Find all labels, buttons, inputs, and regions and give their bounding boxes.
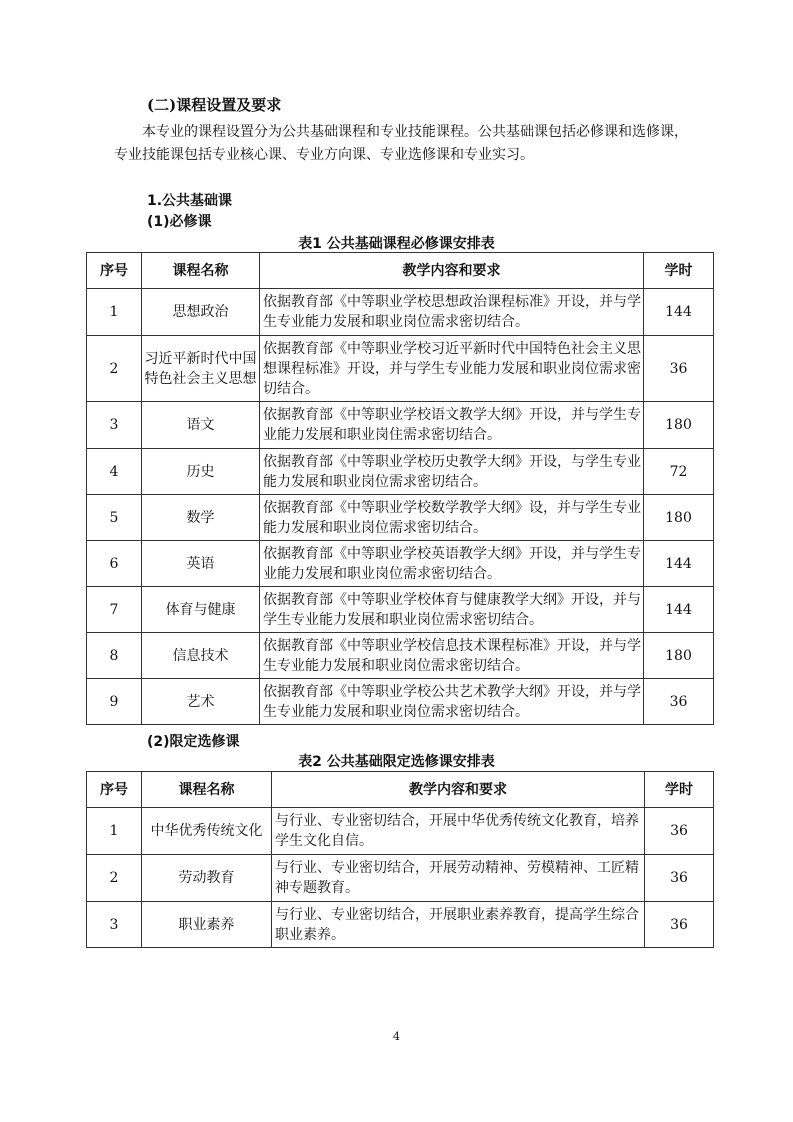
table-row: [87, 402, 714, 449]
row-number: 2: [87, 336, 142, 402]
course-name: 习近平新时代中国特色社会主义思想: [142, 336, 260, 402]
header-name: 课程名称: [142, 772, 272, 808]
intro-paragraph: 本专业的课程设置分为公共基础课程和专业技能课程。公共基础课包括必修课和选修课，专业技能课包括专业核心课、专业方向课、专业选修课和专业实习。: [114, 124, 688, 163]
course-content: 依据教育部《中等职业学校英语教学大纲》开设，并与学生专业能力发展和职业岗位需求密切结合。: [260, 541, 644, 587]
table-row: [87, 902, 714, 948]
course-content: 依据教育部《中等职业学校历史教学大纲》开设，与学生专业能力发展和职业岗位需求密切结合。: [260, 449, 644, 495]
header-content: 教学内容和要求: [260, 253, 644, 289]
table-row: [87, 679, 714, 725]
course-hours: 180: [644, 495, 714, 541]
table-row: [87, 587, 714, 633]
row-number: 1: [87, 808, 142, 855]
course-hours: 72: [644, 449, 714, 495]
header-hours: 学时: [644, 253, 714, 289]
course-hours: 180: [644, 402, 714, 449]
course-name: 思想政治: [142, 289, 260, 336]
table-header-row: [87, 253, 714, 289]
subheading-required: (1)必修课: [147, 214, 212, 230]
course-name: 数学: [142, 495, 260, 541]
table-row: [87, 336, 714, 402]
course-content: 与行业、专业密切结合，开展职业素养教育，提高学生综合职业素养。: [272, 902, 645, 948]
course-hours: 144: [644, 587, 714, 633]
subheading-elective: (2)限定选修课: [147, 734, 240, 750]
course-content: 依据教育部《中等职业学校公共艺术教学大纲》开设，并与学生专业能力发展和职业岗位需求密切结合。: [260, 679, 644, 725]
section-heading: (二)课程设置及要求: [147, 96, 282, 114]
table2-caption: 表2 公共基础限定选修课安排表: [298, 754, 495, 770]
header-no: 序号: [87, 253, 142, 289]
table-row: [87, 808, 714, 855]
course-name: 劳动教育: [142, 855, 272, 902]
header-no: 序号: [87, 772, 142, 808]
table2: [86, 771, 714, 948]
table-row: [87, 633, 714, 679]
row-number: 4: [87, 449, 142, 495]
subheading-public-basic: 1.公共基础课: [147, 193, 233, 209]
course-hours: 144: [644, 541, 714, 587]
row-number: 3: [87, 902, 142, 948]
course-hours: 36: [644, 336, 714, 402]
header-name: 课程名称: [142, 253, 260, 289]
course-hours: 36: [645, 855, 714, 902]
course-name: 职业素养: [142, 902, 272, 948]
header-hours: 学时: [645, 772, 714, 808]
course-hours: 180: [644, 633, 714, 679]
table-row: [87, 541, 714, 587]
table-header-row: [87, 772, 714, 808]
course-name: 英语: [142, 541, 260, 587]
table-row: [87, 449, 714, 495]
course-name: 信息技术: [142, 633, 260, 679]
row-number: 2: [87, 855, 142, 902]
row-number: 6: [87, 541, 142, 587]
table-row: [87, 855, 714, 902]
table1: [86, 252, 714, 725]
row-number: 7: [87, 587, 142, 633]
course-hours: 36: [645, 902, 714, 948]
header-content: 教学内容和要求: [272, 772, 645, 808]
course-name: 艺术: [142, 679, 260, 725]
course-hours: 144: [644, 289, 714, 336]
course-content: 依据教育部《中等职业学校信息技术课程标准》开设，并与学生专业能力发展和职业岗位需求密切结合。: [260, 633, 644, 679]
row-number: 8: [87, 633, 142, 679]
course-content: 依据教育部《中等职业学校体育与健康教学大纲》开设，并与学生专业能力发展和职业岗位需求密切结合。: [260, 587, 644, 633]
course-hours: 36: [645, 808, 714, 855]
course-name: 中华优秀传统文化: [142, 808, 272, 855]
course-name: 体育与健康: [142, 587, 260, 633]
course-content: 依据教育部《中等职业学校数学教学大纲》设，并与学生专业能力发展和职业岗位需求密切结合。: [260, 495, 644, 541]
course-content: 依据教育部《中等职业学校语文教学大纲》开设，并与学生专业能力发展和职业岗住需求密切结合。: [260, 402, 644, 449]
table-row: [87, 495, 714, 541]
page-number: 4: [393, 1030, 400, 1043]
course-hours: 36: [644, 679, 714, 725]
row-number: 3: [87, 402, 142, 449]
table-row: [87, 289, 714, 336]
course-content: 与行业、专业密切结合，开展中华优秀传统文化教育，培养学生文化自信。: [272, 808, 645, 855]
row-number: 5: [87, 495, 142, 541]
course-name: 语文: [142, 402, 260, 449]
table1-caption: 表1 公共基础课程必修课安排表: [298, 236, 495, 252]
row-number: 1: [87, 289, 142, 336]
course-content: 与行业、专业密切结合，开展劳动精神、劳模精神、工匠精神专题教育。: [272, 855, 645, 902]
course-content: 依据教育部《中等职业学校习近平新时代中国特色社会主义思想课程标准》开设，并与学生专业能力发展和职业岗位需求密切结合。: [260, 336, 644, 402]
course-content: 依据教育部《中等职业学校思想政治课程标准》开设，并与学生专业能力发展和职业岗位需求密切结合。: [260, 289, 644, 336]
course-name: 历史: [142, 449, 260, 495]
row-number: 9: [87, 679, 142, 725]
